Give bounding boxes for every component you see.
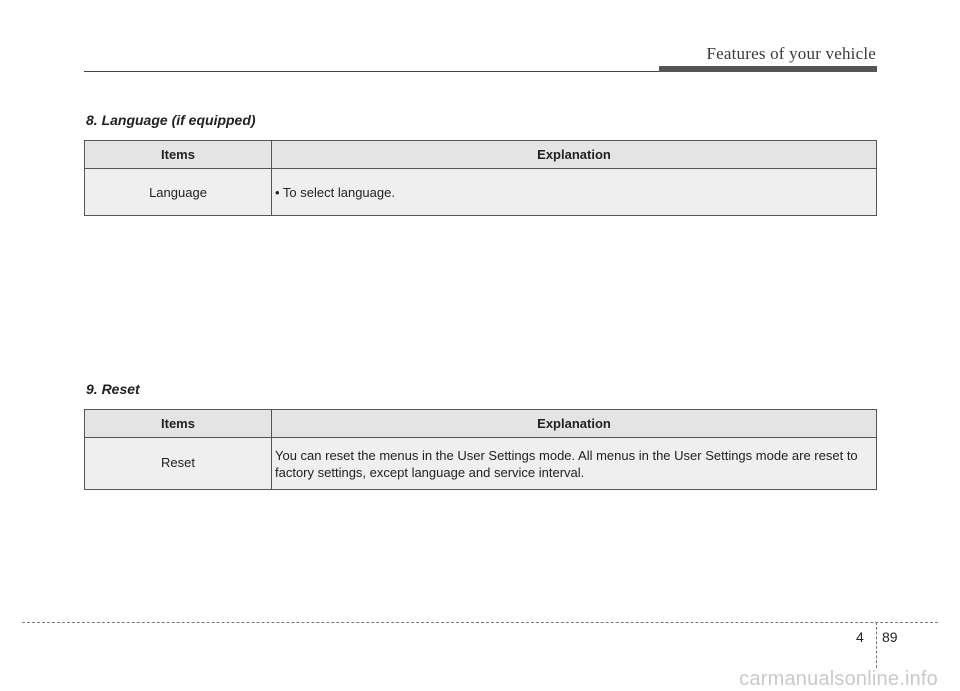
item-cell: Reset xyxy=(85,438,272,490)
explanation-cell: • To select language. xyxy=(272,169,877,216)
language-table xyxy=(84,140,877,216)
column-header-items: Items xyxy=(85,141,272,169)
footer-divider xyxy=(876,622,877,668)
page-number: 89 xyxy=(882,629,898,645)
column-header-explanation: Explanation xyxy=(272,410,877,438)
page-header-title: Features of your vehicle xyxy=(706,44,876,63)
column-header-items: Items xyxy=(85,410,272,438)
column-header-explanation: Explanation xyxy=(272,141,877,169)
table-row xyxy=(85,169,877,216)
chapter-number: 4 xyxy=(856,629,864,645)
table-row xyxy=(85,438,877,490)
section-title-reset: 9. Reset xyxy=(86,381,140,397)
item-cell: Language xyxy=(85,169,272,216)
table-header-row xyxy=(85,410,877,438)
watermark: carmanualsonline.info xyxy=(739,668,938,690)
header-rule-accent xyxy=(659,66,877,72)
explanation-cell: You can reset the menus in the User Settings mode. All menus in the User Settings mode are reset to factory settings, except language and service interval. xyxy=(272,438,877,490)
section-title-language: 8. Language (if equipped) xyxy=(86,112,256,128)
footer-rule xyxy=(22,622,938,623)
reset-table xyxy=(84,409,877,490)
header-rule xyxy=(84,71,659,72)
table-header-row xyxy=(85,141,877,169)
